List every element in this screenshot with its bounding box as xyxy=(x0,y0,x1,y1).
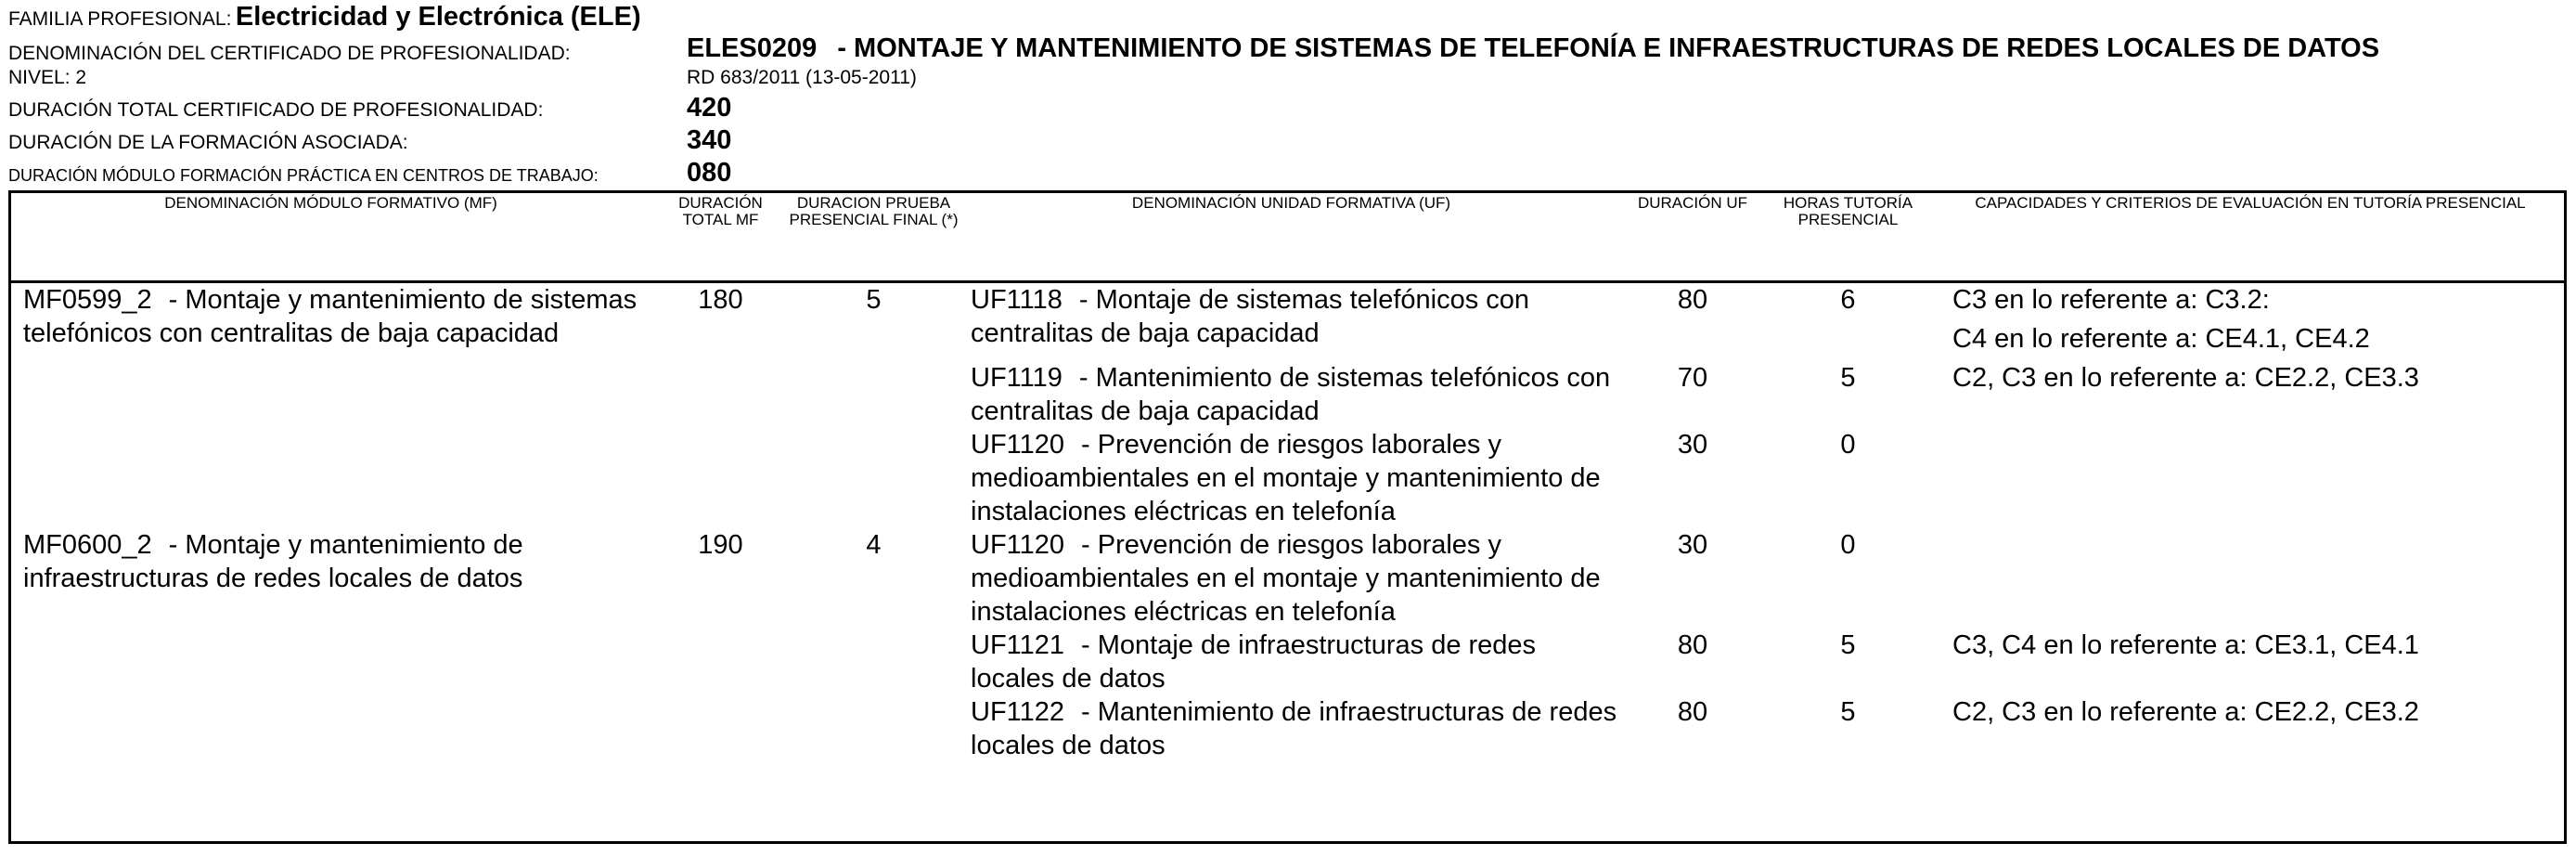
module-duracion: 180 xyxy=(698,285,743,315)
unit-name: - Prevención de riesgos laborales y medioambientales en el montaje y mantenimiento de instalaciones eléctricas en telefonía xyxy=(971,530,1601,627)
table-row xyxy=(8,282,2567,323)
col-header-mf: DENOMINACIÓN MÓDULO FORMATIVO (MF) xyxy=(8,190,653,282)
unit-code: UF1120 xyxy=(971,530,1065,560)
col-header-duracion-mf: DURACIÓN TOTAL MF xyxy=(653,190,788,282)
unit-horas: 6 xyxy=(1840,285,1856,315)
unit-name: - Montaje de sistemas telefónicos con centralitas de baja capacidad xyxy=(971,285,1530,348)
unit-code: UF1120 xyxy=(971,430,1065,460)
unit-duracion: 30 xyxy=(1677,530,1708,560)
unit-cell xyxy=(960,282,1623,362)
capacidades-cell: C2, C3 en lo referente a: CE2.2, CE3.2 xyxy=(1952,697,2419,727)
unit-horas: 0 xyxy=(1840,530,1856,560)
certificado-title xyxy=(687,35,2379,62)
header-row xyxy=(8,190,2567,282)
table-row xyxy=(8,528,2567,629)
unit-horas: 5 xyxy=(1840,697,1856,727)
module-duracion: 190 xyxy=(698,530,743,560)
unit-cell xyxy=(960,361,1623,428)
unit-horas: 5 xyxy=(1840,630,1856,660)
familia-value: Electricidad y Electrónica (ELE) xyxy=(235,2,641,32)
unit-duracion: 70 xyxy=(1677,363,1708,393)
unit-cell xyxy=(960,695,1623,762)
col-header-capacidades: CAPACIDADES Y CRITERIOS DE EVALUACIÓN EN TUTORÍA PRESENCIAL xyxy=(1934,190,2567,282)
certificado-name: - MONTAJE Y MANTENIMIENTO DE SISTEMAS DE TELEFONÍA E INFRAESTRUCTURAS DE REDES LOCALES DE DATOS xyxy=(837,33,2380,63)
module-name: - Montaje y mantenimiento de sistemas telefónicos con centralitas de baja capacidad xyxy=(23,285,638,348)
capacidades-cell xyxy=(1934,528,2567,629)
unit-name: - Mantenimiento de infraestructuras de redes locales de datos xyxy=(971,697,1617,760)
duracion-formacion-label: DURACIÓN DE LA FORMACIÓN ASOCIADA: xyxy=(8,132,408,153)
col-header-duracion-uf: DURACIÓN UF xyxy=(1623,190,1762,282)
unit-horas: 0 xyxy=(1840,430,1856,460)
duracion-practica-value: 080 xyxy=(687,158,732,188)
module-cell xyxy=(8,282,653,529)
familia-label: FAMILIA PROFESIONAL: xyxy=(8,8,232,30)
capacidades-cell: C2, C3 en lo referente a: CE2.2, CE3.3 xyxy=(1952,363,2419,393)
duracion-total-value: 420 xyxy=(687,93,732,123)
unit-name: - Mantenimiento de sistemas telefónicos con centralitas de baja capacidad xyxy=(971,363,1611,426)
unit-duracion: 30 xyxy=(1677,430,1708,460)
unit-cell xyxy=(960,528,1623,629)
capacidades-cell xyxy=(1934,428,2567,528)
nivel: NIVEL: 2 xyxy=(8,67,87,88)
module-prueba: 4 xyxy=(866,530,882,560)
unit-cell xyxy=(960,629,1623,695)
unit-name: - Prevención de riesgos laborales y medioambientales en el montaje y mantenimiento de instalaciones eléctricas en telefonía xyxy=(971,430,1601,526)
capacidades-cell: C3, C4 en lo referente a: CE3.1, CE4.1 xyxy=(1952,630,2419,660)
col-header-horas: HORAS TUTORÍA PRESENCIAL xyxy=(1762,190,1934,282)
unit-cell xyxy=(960,428,1623,528)
unit-code: UF1121 xyxy=(971,630,1065,660)
col-header-uf: DENOMINACIÓN UNIDAD FORMATIVA (UF) xyxy=(960,190,1623,282)
module-prueba: 5 xyxy=(866,285,882,315)
capacidades-cell: C4 en lo referente a: CE4.1, CE4.2 xyxy=(1952,324,2370,354)
unit-horas: 5 xyxy=(1840,363,1856,393)
certificado-code: ELES0209 xyxy=(687,33,818,63)
unit-code: UF1119 xyxy=(971,363,1063,393)
unit-duracion: 80 xyxy=(1677,697,1708,727)
denominacion-label: DENOMINACIÓN DEL CERTIFICADO DE PROFESIONALIDAD: xyxy=(8,43,571,64)
module-cell xyxy=(8,528,653,762)
duracion-formacion-value: 340 xyxy=(687,125,732,155)
unit-duracion: 80 xyxy=(1677,630,1708,660)
modules-table xyxy=(8,190,2567,762)
unit-name: - Montaje de infraestructuras de redes locales de datos xyxy=(971,630,1537,694)
unit-code: UF1122 xyxy=(971,697,1065,727)
familia-profesional xyxy=(8,4,641,31)
unit-duracion: 80 xyxy=(1677,285,1708,315)
real-decreto: RD 683/2011 (13-05-2011) xyxy=(687,67,917,88)
col-header-prueba: DURACION PRUEBA PRESENCIAL FINAL (*) xyxy=(788,190,960,282)
module-code: MF0599_2 xyxy=(23,285,152,315)
duracion-practica-label: DURACIÓN MÓDULO FORMACIÓN PRÁCTICA EN CENTROS DE TRABAJO: xyxy=(8,166,599,185)
duracion-total-label: DURACIÓN TOTAL CERTIFICADO DE PROFESIONALIDAD: xyxy=(8,99,544,121)
capacidades-cell: C3 en lo referente a: C3.2: xyxy=(1952,285,2270,315)
module-code: MF0600_2 xyxy=(23,530,152,560)
module-name: - Montaje y mantenimiento de infraestructuras de redes locales de datos xyxy=(23,530,523,593)
unit-code: UF1118 xyxy=(971,285,1063,315)
